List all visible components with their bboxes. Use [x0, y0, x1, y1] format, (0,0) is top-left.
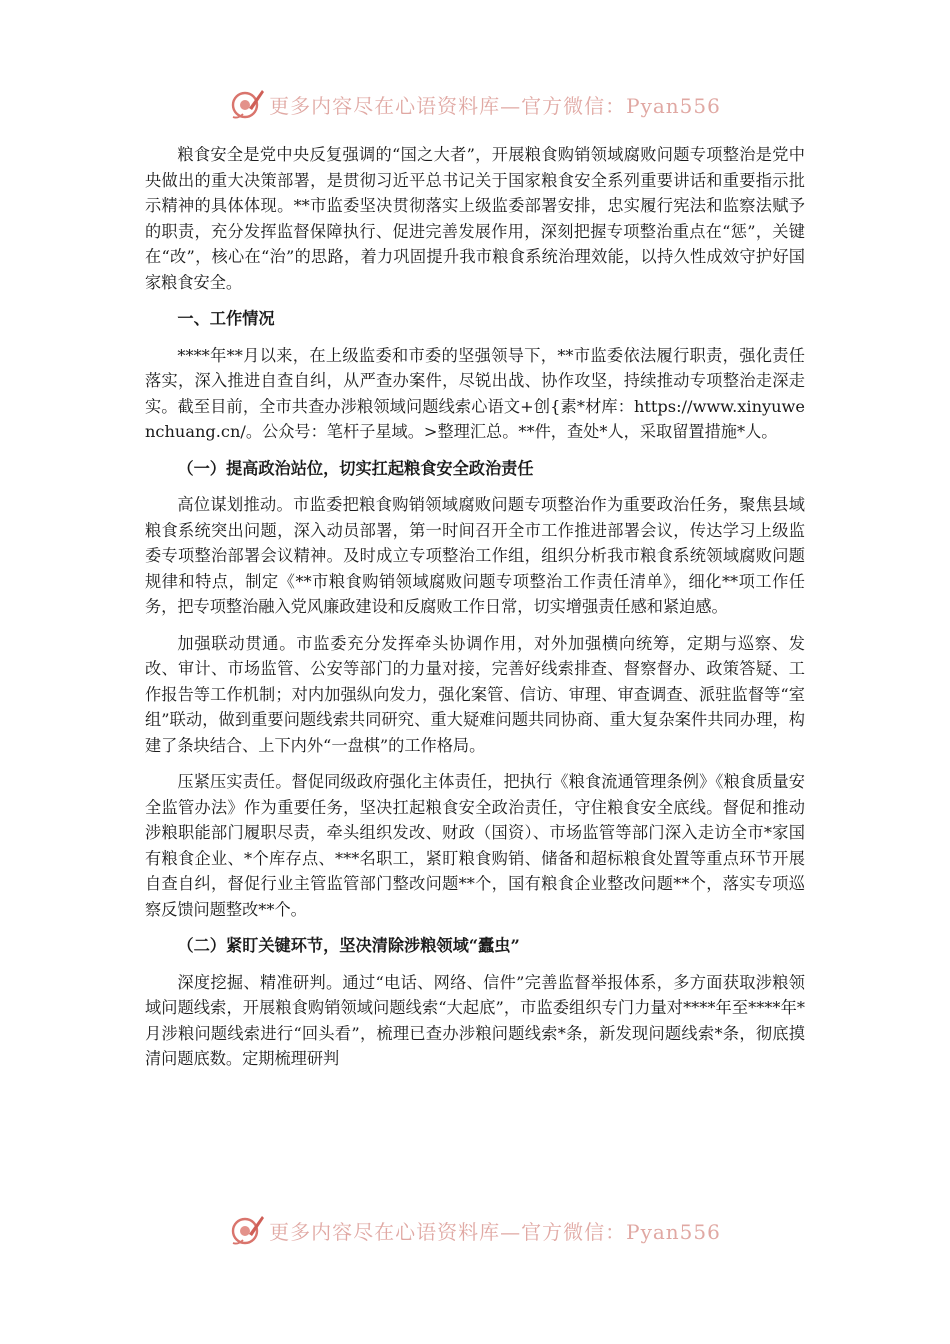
subsection-1-paragraph-2: 加强联动贯通。市监委充分发挥牵头协调作用，对外加强横向统筹，定期与巡察、发改、审计、市场监管、公安等部门的力量对接，完善好线索排查、督察督办、政策答疑、工作报告等工作机制；对内加强纵向发力，强化案管、信访、审理、审查调查、派驻监督等“室组”联动，做到重要问题线索共同研究、重大疑难问题共同协商、重大复杂案件共同办理，构建了条块结合、上下内外“一盘棋”的工作格局。 — [145, 633, 805, 755]
watermark-text: 更多内容尽在心语资料库—官方微信：Pyan556 — [269, 1219, 721, 1244]
section-heading-work-status: 一、工作情况 — [177, 309, 275, 328]
pen-logo-icon — [229, 1212, 265, 1248]
subsection-1-paragraph-3: 压紧压实责任。督促同级政府强化主体责任，把执行《粮食流通管理条例》《粮食质量安全监管办法》作为重要任务，坚决扛起粮食安全政治责任，守住粮食安全底线。督促和推动涉粮职能部门履职尽责，牵头组织发改、财政（国资）、市场监管等部门深入走访全市*家国有粮食企业、*个库存点、***名职工，紧盯粮食购销、储备和超标粮食处置等重点环节开展自查自纠，督促行业主管监管部门整改问题**个，国有粮食企业整改问题**个，落实专项巡察反馈问题整改**个。 — [145, 772, 805, 919]
intro-paragraph: 粮食安全是党中央反复强调的“国之大者”，开展粮食购销领域腐败问题专项整治是党中央做出的重大决策部署，是贯彻习近平总书记关于国家粮食安全系列重要讲话和重要指示批示精神的具体体现。**市监委坚决贯彻落实上级监委部署安排，忠实履行宪法和监察法赋予的职责，充分发挥监督保障执行、促进完善发展作用，深刻把握专项整治重点在“惩”，关键在“改”，核心在“治”的思路，着力巩固提升我市粮食系统治理效能，以持久性成效守护好国家粮食安全。 — [145, 145, 805, 292]
subsection-heading-2: （二）紧盯关键环节，坚决清除涉粮领域“蠹虫” — [177, 936, 520, 955]
document-body — [145, 142, 805, 1083]
header-watermark-banner — [0, 84, 950, 124]
subsection-2-paragraph-1: 深度挖掘、精准研判。通过“电话、网络、信件”完善监督举报体系，多方面获取涉粮领域问题线索，开展粮食购销领域问题线索“大起底”，市监委组织专门力量对****年至****年*月涉粮问题线索进行“回头看”，梳理已查办涉粮问题线索*条，新发现问题线索*条，彻底摸清问题底数。定期梳理研判 — [145, 972, 805, 1068]
work-status-paragraph: ****年**月以来，在上级监委和市委的坚强领导下，**市监委依法履行职责，强化责任落实，深入推进自查自纠，从严查办案件，尽锐出战、协作攻坚，持续推动专项整治走深走实。截至目前，全市共查办涉粮领域问题线索心语文+创{素*材库：https://www.xinyuwenchuang.cn/。公众号：笔杆子星域。>整理汇总。**件，查处*人，采取留置措施*人。 — [145, 345, 805, 441]
pen-logo-icon — [229, 86, 265, 122]
footer-watermark-banner — [0, 1210, 950, 1250]
watermark-text: 更多内容尽在心语资料库—官方微信：Pyan556 — [269, 93, 721, 118]
subsection-1-paragraph-1: 高位谋划推动。市监委把粮食购销领域腐败问题专项整治作为重要政治任务，聚焦县域粮食系统突出问题，深入动员部署，第一时间召开全市工作推进部署会议，传达学习上级监委专项整治部署会议精神。及时成立专项整治工作组，组织分析我市粮食系统领域腐败问题规律和特点，制定《**市粮食购销领域腐败问题专项整治工作责任清单》，细化**项工作任务，把专项整治融入党风廉政建设和反腐败工作日常，切实增强责任感和紧迫感。 — [145, 495, 805, 616]
subsection-heading-1: （一）提高政治站位，切实扛起粮食安全政治责任 — [177, 458, 534, 478]
